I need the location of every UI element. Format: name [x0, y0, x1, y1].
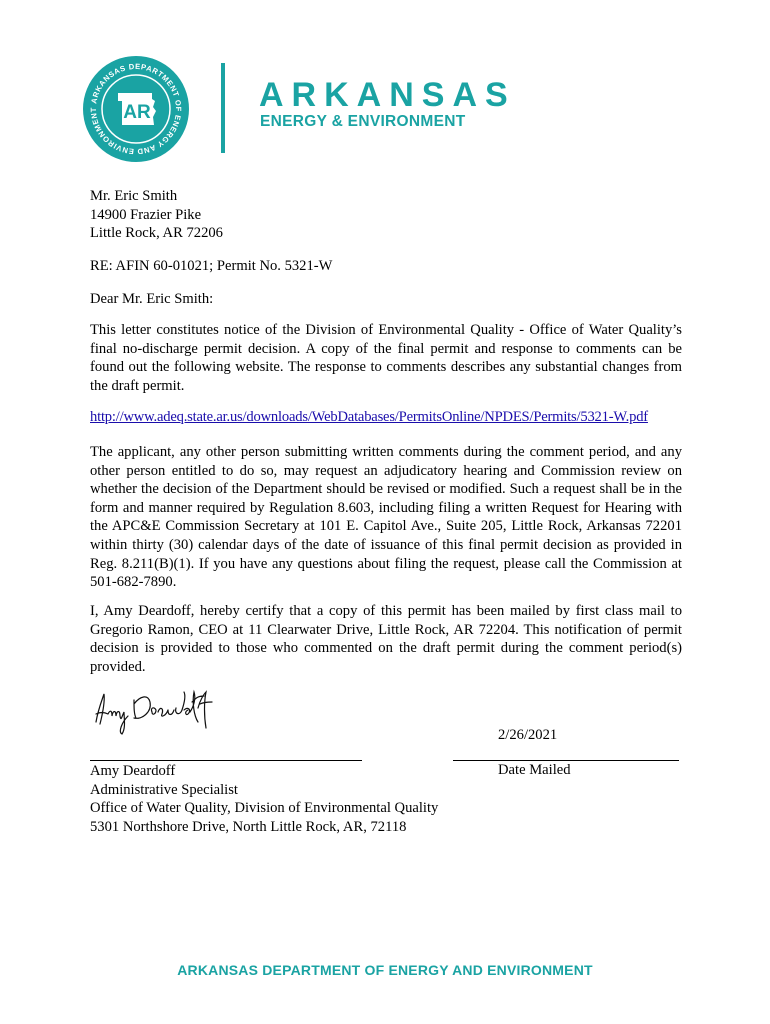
signer-block: [90, 762, 438, 836]
recipient-city: Little Rock, AR 72206: [90, 225, 223, 242]
hearing-paragraph: The applicant, any other person submitting written comments during the comment period, and any other person entitled to do so, may request an adjudicatory hearing and Commission review on whether the decision of the Department should be revised or modified. Such a request shall be in the form and manner required by Regulation 8.603, including filing a written Request for Hearing with the APC&E Commission Secretary at 101 E. Capitol Ave., Suite 205, Little Rock, Arkansas 72201 within thirty (30) calendar days of the date of issuance of this final permit decision as provided in Reg. 8.211(B)(1). If you have any questions about filing the request, please call the Commission at 501-682-7890.: [90, 444, 682, 591]
permit-link[interactable]: http://www.adeq.state.ar.us/downloads/WebDatabases/PermitsOnline/NPDES/Permits/5321-W.pdf: [90, 409, 648, 425]
seal-mark: AR: [123, 102, 151, 123]
header-divider: [221, 63, 225, 153]
date-mailed-caption: Date Mailed: [498, 762, 571, 778]
footer-department-name: ARKANSAS DEPARTMENT OF ENERGY AND ENVIRONMENT: [177, 962, 593, 978]
brand-subtitle: ENERGY & ENVIRONMENT: [260, 113, 466, 130]
department-seal-logo: [82, 55, 190, 163]
signer-name: Amy Deardoff: [90, 763, 176, 779]
signer-office: Office of Water Quality, Division of Environmental Quality: [90, 800, 439, 817]
signer-title: Administrative Specialist: [90, 781, 238, 798]
date-mailed-value: 2/26/2021: [498, 727, 558, 743]
brand-title: ARKANSAS: [259, 76, 516, 114]
signer-address: 5301 Northshore Drive, North Little Rock, AR, 72118: [90, 818, 407, 835]
date-line: [453, 760, 679, 761]
signature-line: [90, 760, 362, 761]
salutation: Dear Mr. Eric Smith:: [90, 291, 214, 307]
re-line: RE: AFIN 60-01021; Permit No. 5321-W: [90, 258, 333, 274]
certification-paragraph: I, Amy Deardoff, hereby certify that a copy of this permit has been mailed by first class mail to Gregorio Ramon, CEO at 11 Clearwater Drive, Little Rock, AR 72204. This notification of permit decision is provided to those who commented on the draft permit during the comment period(s) provided.: [90, 603, 682, 675]
seal-ring-text: ARKANSAS DEPARTMENT OF ENERGY AND ENVIRONMENT: [88, 61, 184, 157]
recipient-street: 14900 Frazier Pike: [90, 206, 202, 223]
handwritten-signature: [88, 688, 218, 738]
recipient-name: Mr. Eric Smith: [90, 188, 178, 204]
recipient-address: [90, 187, 682, 243]
notice-paragraph: This letter constitutes notice of the Division of Environmental Quality - Office of Water Quality’s final no-discharge permit decision. A copy of the final permit and response to comments can be found out the following website. The response to comments describes any substantial changes from the draft permit.: [90, 322, 682, 394]
